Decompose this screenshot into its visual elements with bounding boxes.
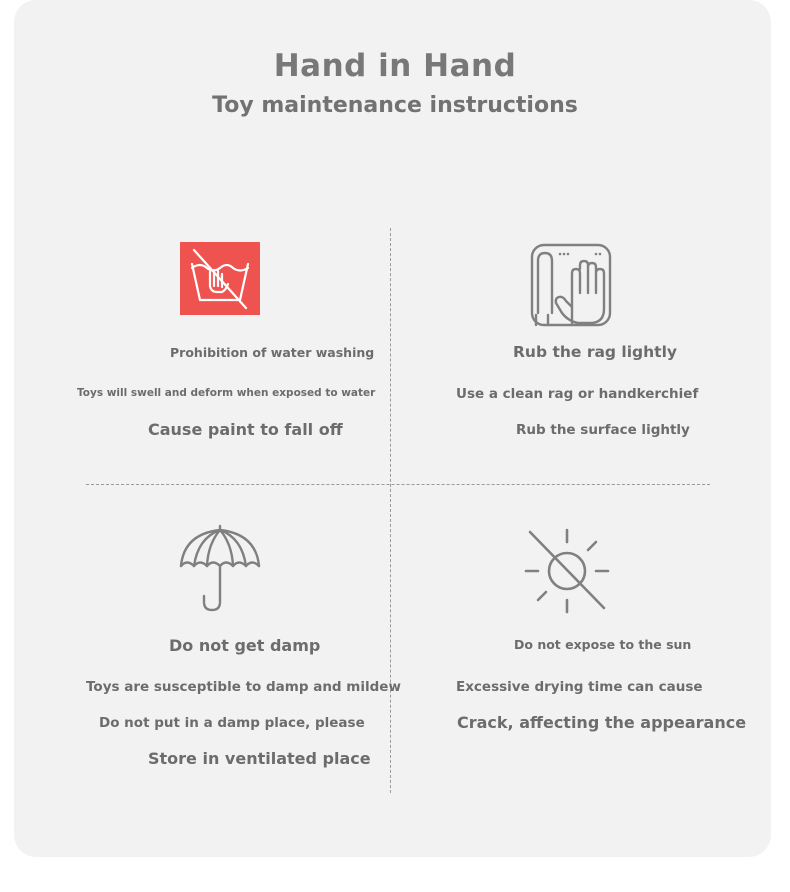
- bottom-left-line-3: Store in ventilated place: [148, 749, 371, 768]
- bottom-right-title: Do not expose to the sun: [514, 637, 692, 652]
- bottom-left-line-1: Toys are susceptible to damp and mildew: [86, 679, 401, 695]
- top-right-line-1: Use a clean rag or handkerchief: [456, 386, 699, 402]
- page-subtitle: Toy maintenance instructions: [212, 93, 578, 118]
- bottom-left-line-2: Do not put in a damp place, please: [99, 715, 365, 731]
- top-right-line-2: Rub the surface lightly: [516, 422, 690, 438]
- bottom-right-line-2: Crack, affecting the appearance: [457, 713, 747, 732]
- top-left-line-1: Toys will swell and deform when exposed to water: [77, 387, 376, 399]
- no-sun-icon: [524, 528, 610, 614]
- vertical-divider: [390, 228, 391, 793]
- bottom-left-title: Do not get damp: [169, 636, 321, 655]
- no-water-washing-icon: [180, 242, 260, 315]
- top-right-title: Rub the rag lightly: [513, 343, 677, 361]
- hand-rag-icon: [528, 243, 614, 327]
- horizontal-divider: [86, 484, 710, 485]
- top-left-line-2: Cause paint to fall off: [148, 420, 343, 439]
- bottom-right-line-1: Excessive drying time can cause: [456, 679, 703, 695]
- brand-title: Hand in Hand: [273, 48, 517, 84]
- top-left-title: Prohibition of water washing: [170, 345, 375, 360]
- umbrella-icon: [178, 524, 262, 612]
